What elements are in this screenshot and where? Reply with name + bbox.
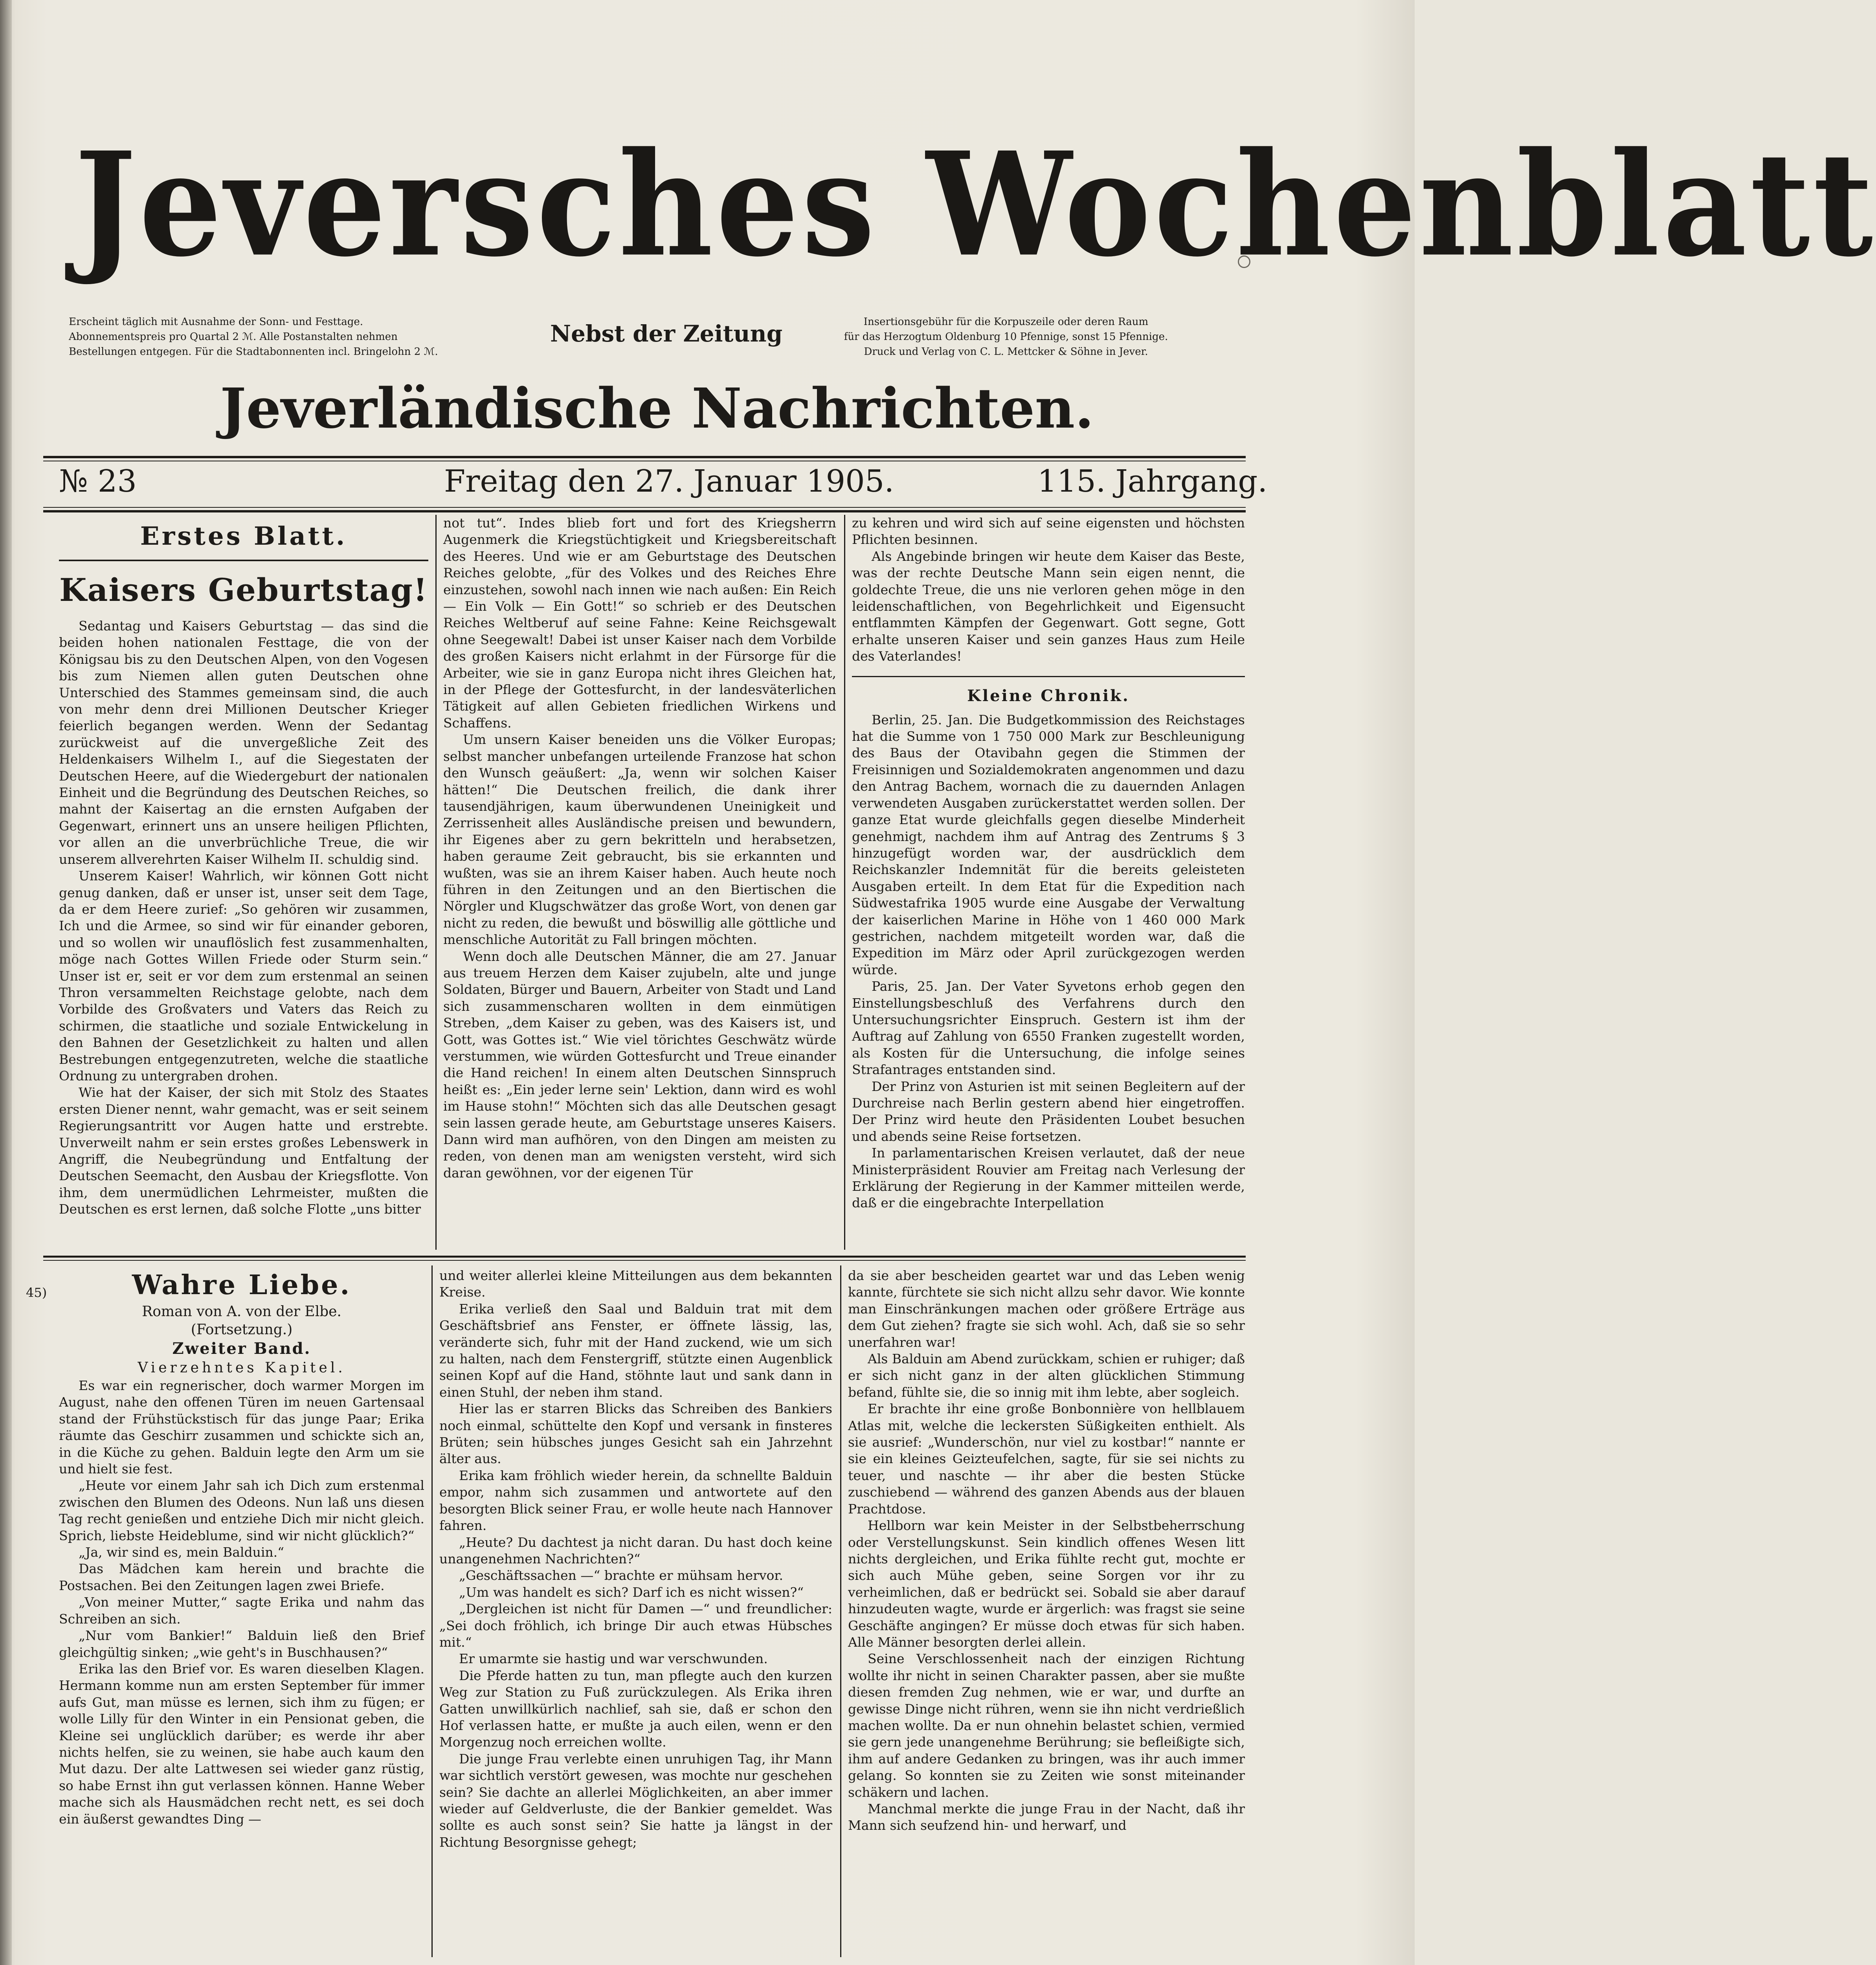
info-left-line: Erscheint täglich mit Ausnahme der Sonn- und Festtage.	[69, 316, 363, 328]
issue-number: № 23	[59, 464, 137, 499]
info-left-line: Abonnementspreis pro Quartal 2 ℳ. Alle Postanstalten nehmen	[69, 331, 398, 343]
novel-paragraph: Hier las er starren Blicks das Schreiben des Bankiers noch einmal, schüttelte den Kopf und versank in finsteres Brüten; sein hübsches junges Gesicht sah ein Jahrzehnt älter aus.	[439, 1401, 832, 1467]
column-divider	[844, 515, 845, 1250]
feuilleton-rule	[43, 1256, 1246, 1258]
feuilleton-column-1	[59, 1267, 424, 1959]
chronik-item: Paris, 25. Jan. Der Vater Syvetons erhob gegen den Einstellungsbeschluß des Verfahrens durch den Untersuchungsrichter Einspruch. Gestern ist ihm der Auftrag auf Zahlung von 6550 Franken zugestellt worden, als Kosten für die Untersuchung, die infolge seines Strafantrages entstanden sind.	[852, 979, 1245, 1078]
novel-paragraph: Manchmal merkte die junge Frau in der Nacht, daß ihr Mann sich seufzend hin- und herwarf, und	[848, 1801, 1245, 1833]
novel-paragraph: „Ja, wir sind es, mein Balduin.“	[79, 1544, 284, 1560]
novel-paragraph: und weiter allerlei kleine Mitteilungen aus dem bekannten Kreise.	[439, 1268, 832, 1300]
novel-paragraph: Die junge Frau verlebte einen unruhigen Tag, ihr Mann war sichtlich verstört gewesen, was mochte nur geschehen sein? Sie dachte an allerlei Möglichkeiten, an aber immer wieder auf Geldverluste, die der Bankier gemeldet. Was sollte es auch sonst sein? Sie hatte ja längst in der Richtung Besorgnisse gehegt;	[439, 1751, 832, 1850]
novel-volume: Zweiter Band.	[172, 1339, 311, 1358]
novel-paragraph: „Heute? Du dachtest ja nicht daran. Du hast doch keine unangenehmen Nachrichten?“	[439, 1534, 832, 1566]
article-paragraph: Wenn doch alle Deutschen Männer, die am 27. Januar aus treuem Herzen dem Kaiser zujubeln, alte und junge Soldaten, Bürger und Bauern, Arbeiter von Stadt und Land sich zusammenscharen wollten in dem einmütigen Streben, „dem Kaiser zu geben, was des Kaisers ist, und Gott, was Gottes ist.“ Wie viel törichtes Geschwätz würde verstummen, wie würden Gottesfurcht und Treue einander die Hand reichen! In einem alten Deutschen Sinnspruch heißt es: „Ein jeder lerne sein' Lektion, dann wird es wohl im Hause stohn!“ Möchten sich das alle Deutschen gesagt sein lassen gerade heute, am Geburtstage unseres Kaisers. Dann wird man aufhören, von den Dingen am meisten zu reden, von denen man am wenigsten versteht, wird sich daran gewöhnen, vor der eigenen Tür	[443, 948, 836, 1181]
article-paragraph: Um unsern Kaiser beneiden uns die Völker Europas; selbst mancher unbefangen urteilende Franzose hat schon den Wunsch geäußert: „Ja, wenn wir solchen Kaiser hätten!“ Die Deutschen freilich, die dank ihrer tausendjährigen, kaum überwundenen Uneinigkeit und Zerrissenheit alles Ausländische preisen und bewundern, ihr Eigenes aber zu gern bekritteln und herabsetzen, haben geraume Zeit gebraucht, bis sie erkannten und wußten, was sie an ihrem Kaiser haben. Auch heute noch führen in den Zeitungen und an den Biertischen die Nörgler und Klugschwätzer das große Wort, von denen gar nicht zu reden, die bewußt und böswillig alle göttliche und menschliche Autorität zu Fall bringen möchten.	[443, 732, 836, 948]
novel-title: Wahre Liebe.	[132, 1269, 352, 1301]
dateline-rule-bottom-thin	[43, 507, 1246, 508]
novel-paragraph: Er umarmte sie hastig und war verschwunden.	[459, 1651, 768, 1667]
serial-number: 45)	[26, 1285, 47, 1300]
section-rule	[852, 676, 1245, 677]
masthead-subtitle: Jeverländische Nachrichten.	[220, 376, 1094, 441]
novel-paragraph: „Von meiner Mutter,“ sagte Erika und nahm das Schreiben an sich.	[59, 1594, 424, 1627]
column-3	[852, 515, 1245, 1250]
masthead-info-left	[69, 314, 462, 359]
novel-paragraph: „Heute vor einem Jahr sah ich Dich zum erstenmal zwischen den Blumen des Odeons. Nun laß uns diesen Tag recht genießen und entziehe Dich mir nicht gleich. Sprich, liebste Heideblume, sind wir nicht glücklich?“	[59, 1478, 424, 1543]
article-paragraph: not tut“. Indes blieb fort und fort des Kriegsherrn Augenmerk die Kriegstüchtigkeit und Kriegsbereitschaft des Heeres. Und wie er am Geburtstage des Deutschen Reiches gelobte, „für des Volkes und des Reiches Ehre einzustehen, sowohl nach innen wie nach außen: Ein Reich — Ein Volk — Ein Gott!“ so schrieb er des Deutschen Reiches Weltberuf auf seine Fahne: Keine Reichsgewalt ohne Seegewalt! Dabei ist unser Kaiser nach dem Vorbilde des großen Kaisers nicht erlahmt in der Fürsorge für die Arbeiter, wie sie in ganz Europa nicht ihres Gleichen hat, in der Pflege der Gottesfurcht, in der landesväterlichen Tätigkeit auf allen Gebieten friedlichen Wirkens und Schaffens.	[443, 515, 836, 731]
issue-date: Freitag den 27. Januar 1905.	[444, 464, 894, 499]
masthead-title: Jeversches Wochenblatt	[75, 120, 1876, 288]
novel-continuation: (Fortsetzung.)	[191, 1322, 293, 1338]
novel-paragraph: Erika las den Brief vor. Es waren dieselben Klagen. Hermann komme nun am ersten September für immer aufs Gut, man müsse es lernen, sich ihm zu fügen; er wolle Lilly für den Winter in ein Pensionat geben, die Kleine sei unglücklich darüber; es werde ihr aber nichts helfen, sie zu weinen, sie habe auch kaum den Mut dazu. Der alte Lattwesen sei wieder ganz rüstig, so habe Ernst ihn gut verlassen können. Hanne Weber mache sich als Hausmädchen recht nett, es sei doch ein äußerst gewandtes Ding —	[59, 1661, 424, 1827]
novel-paragraph: Erika kam fröhlich wieder herein, da schnellte Balduin empor, nahm sich zusammen und antwortete auf den besorgten Blick seiner Frau, er wolle heute nach Hannover fahren.	[439, 1467, 832, 1533]
info-right-line: für das Herzogtum Oldenburg 10 Pfennige, sonst 15 Pfennige.	[844, 331, 1168, 343]
book-binding-edge	[0, 0, 12, 1965]
novel-chapter: Vierzehntes Kapitel.	[138, 1360, 346, 1376]
chronik-item: In parlamentarischen Kreisen verlautet, daß der neue Ministerpräsident Rouvier am Freitag nach Verlesung der Erklärung der Regierung in der Kammer mitteilen werde, daß er die eingebrachte Interpellation	[852, 1145, 1245, 1211]
novel-paragraph: „Um was handelt es sich? Darf ich es nicht wissen?“	[459, 1584, 804, 1600]
novel-paragraph: „Nur vom Bankier!“ Balduin ließ den Brief gleichgültig sinken; „wie geht's in Buschhausen?“	[59, 1628, 424, 1660]
feuilleton-rule-thin	[43, 1260, 1246, 1261]
masthead-info-middle: Nebst der Zeitung	[550, 320, 783, 347]
info-right-line: Insertionsgebühr für die Korpuszeile oder deren Raum	[863, 316, 1149, 328]
column-divider	[431, 1265, 433, 1957]
article-paragraph: zu kehren und wird sich auf seine eigensten und höchsten Pflichten besinnen.	[852, 515, 1245, 547]
column-divider	[840, 1265, 841, 1957]
novel-paragraph: Erika verließ den Saal und Balduin trat mit dem Geschäftsbrief ans Fenster, er öffnete lässig, las, veränderte sich, fuhr mit der Hand zuckend, wie um sich zu halten, nach dem Fenstergriff, stützte einen Augenblick seinen Kopf auf die Hand, stöhnte laut und sank dann in einen Stuhl, der neben ihm stand.	[439, 1301, 832, 1400]
info-left-line: Bestellungen entgegen. Für die Stadtabonnenten incl. Bringelohn 2 ℳ.	[69, 346, 438, 358]
column-1	[59, 515, 428, 1250]
dateline-rule-top	[43, 456, 1246, 458]
novel-paragraph: „Dergleichen ist nicht für Damen —“ und freundlicher: „Sei doch fröhlich, ich bringe Dir auch etwas Hübsches mit.“	[439, 1601, 832, 1650]
chronik-heading: Kleine Chronik.	[967, 686, 1130, 705]
novel-paragraph: Als Balduin am Abend zurückkam, schien er ruhiger; daß er sich nicht ganz in der alten glücklichen Stimmung befand, fühlte sie, die so innig mit ihm lebte, aber sogleich.	[848, 1351, 1245, 1400]
novel-paragraph: Er brachte ihr eine große Bonbonnière von hellblauem Atlas mit, welche die leckersten Süßigkeiten enthielt. Als sie ausrief: „Wunderschön, nur viel zu kostbar!“ nannte er sie ein kleines Geizteufelchen, sagte, für sie sei nichts zu teuer, und naschte — ihr aber die besten Stücke zuschiebend — während des ganzen Abends aus der blauen Prachtdose.	[848, 1401, 1245, 1517]
chronik-item: Der Prinz von Asturien ist mit seinen Begleitern auf der Durchreise nach Berlin gestern abend hier eingetroffen. Der Prinz wird heute den Präsidenten Loubet besuchen und abends seine Reise fortsetzen.	[852, 1078, 1245, 1144]
novel-paragraph: da sie aber bescheiden geartet war und das Leben wenig kannte, fürchtete sie sich nicht allzu sehr davor. Wie konnte man Einschränkungen machen oder größere Erträge aus dem Gut ziehen? fragte sie sich wohl. Ach, daß sie so sehr unerfahren war!	[848, 1268, 1245, 1350]
novel-paragraph: Seine Verschlossenheit nach der einzigen Richtung wollte ihr nicht in seinen Charakter passen, aber sie mußte diesen fremden Zug nehmen, wie er war, und durfte an gewisse Dinge nicht rühren, wenn sie ihn nicht verdrießlich machen wollte. Da er nun ohnehin belastet schien, vermied sie gern jede unangenehme Berührung; sie befleißigte sich, ihm auf andere Gedanken zu bringen, was ihr auch immer gelang. So konnten sie zu Zeiten wie sonst miteinander schäkern und lachen.	[848, 1651, 1245, 1800]
feuilleton-column-3	[848, 1267, 1245, 1959]
dateline-rule-bottom	[43, 510, 1246, 512]
column-2	[443, 515, 836, 1250]
column-divider	[435, 515, 437, 1250]
novel-paragraph: Hellborn war kein Meister in der Selbstbeherrschung oder Verstellungskunst. Sein kindlich offenes Wesen litt nichts dergleichen, und Erika fühlte recht gut, mochte er sich auch Mühe geben, seine Sorgen vor ihr zu verheimlichen, daß er bedrückt sei. Sobald sie aber darauf hinzudeuten wagte, wurde er ärgerlich: was fragst sie seine Geschäfte angingen? Er müsse doch etwas für sich haben. Alle Männer besorgten derlei allein.	[848, 1518, 1245, 1650]
article-paragraph: Sedantag und Kaisers Geburtstag — das sind die beiden hohen nationalen Festtage, die von der Königsau bis zu den Deutschen Alpen, von den Vogesen bis zum Niemen allen guten Deutschen ohne Unterschied des Stammes gemeinsam sind, die auch von mehr denn drei Millionen Deutscher Krieger feierlich begangen werden. Wenn der Sedantag zurückweist auf die unvergeßliche Zeit des Heldenkaisers Wilhelm I., auf die Siegestaten der Deutschen Heere, auf die Wiedergeburt der nationalen Einheit und die Begründung des Deutschen Reiches, so mahnt der Kaisertag an die ernsten Aufgaben der Gegenwart, erinnert uns an unsere heiligen Pflichten, vor allen an die unverbrüchliche Treue, die wir unserem allverehrten Kaiser Wilhelm II. schuldig sind.	[59, 618, 428, 867]
article-paragraph: Wie hat der Kaiser, der sich mit Stolz des Staates ersten Diener nennt, wahr gemacht, was er seit seinem Regierungsantritt vor Augen hatte und erstrebte. Unverweilt nahm er sein erstes großes Lebenswerk in Angriff, die Neubegründung und Entfaltung der Deutschen Seemacht, den Ausbau der Kriegsflotte. Von ihm, dem unermüdlichen Lehrmeister, mußten die Deutschen es erst lernen, daß solche Flotte „uns bitter	[59, 1085, 428, 1217]
section-title: Erstes Blatt.	[140, 522, 347, 551]
novel-paragraph: „Geschäftssachen —“ brachte er mühsam hervor.	[459, 1568, 783, 1583]
info-right-line: Druck und Verlag von C. L. Mettcker & Söhne in Jever.	[864, 346, 1148, 358]
article-headline: Kaisers Geburtstag!	[59, 571, 428, 608]
novel-paragraph: Das Mädchen kam herein und brachte die Postsachen. Bei den Zeitungen lagen zwei Briefe.	[59, 1561, 424, 1593]
novel-paragraph: Es war ein regnerischer, doch warmer Morgen im August, nahe den offenen Türen im neuen Gartensaal stand der Frühstückstisch für das junge Paar; Erika räumte das Geschirr zusammen und schickte sich an, in die Küche zu gehen. Balduin legte den Arm um sie und hielt sie fest.	[59, 1378, 424, 1477]
section-rule	[59, 560, 428, 561]
novel-author: Roman von A. von der Elbe.	[142, 1304, 341, 1320]
feuilleton-column-2	[439, 1267, 832, 1959]
article-paragraph: Unserem Kaiser! Wahrlich, wir können Gott nicht genug danken, daß er unser ist, unser seit dem Tage, da er dem Heere zurief: „So gehören wir zusammen, Ich und die Armee, so sind wir für einander geboren, und so wollen wir unauflöslich fest zusammenhalten, möge nach Gottes Willen Friede oder Sturm sein.“ Unser ist er, seit er vor dem zum erstenmal an seinen Thron versammelten Reichstage gelobte, nach dem Vorbilde des Großvaters und Vaters das Reich zu schirmen, die staatliche und soziale Entwickelung in den Bahnen der Gesetzlichkeit zu halten und allen Bestrebungen entgegenzutreten, welche die staatliche Ordnung zu untergraben drohen.	[59, 868, 428, 1084]
chronik-item: Berlin, 25. Jan. Die Budgetkommission des Reichstages hat die Summe von 1 750 000 Mark zur Beschleunigung des Baus der Otavibahn gegen die Stimmen der Freisinnigen und Sozialdemokraten angenommen und dazu den Antrag Bachem, wornach die zu dauernden Anlagen verwendeten Ausgaben zurückerstattet werden sollen. Der ganze Etat wurde gleichfalls gegen dieselbe Minderheit genehmigt, nachdem ihm auf Antrag des Zentrums § 3 hinzugefügt worden war, der ausdrücklich dem Reichskanzler Indemnität für die bereits geleisteten Ausgaben erteilt. In dem Etat für die Expedition nach Südwestafrika 1905 wurde eine Ausgabe der Verwaltung der kaiserlichen Marine in Höhe von 1 460 000 Mark gestrichen, nachdem mitgeteilt worden war, daß die Expedition im März oder April zurückgezogen werden würde.	[852, 712, 1245, 977]
article-paragraph: Als Angebinde bringen wir heute dem Kaiser das Beste, was der rechte Deutsche Mann sein eigen nennt, die goldechte Treue, die uns nie verloren gehen möge in den leidenschaftlichen, von Begehrlichkeit und Eigensucht entflammten Kämpfen der Gegenwart. Gott segne, Gott erhalte unseren Kaiser und sein ganzes Haus zum Heile des Vaterlandes!	[852, 548, 1245, 664]
issue-volume: 115. Jahrgang.	[1037, 464, 1268, 499]
novel-paragraph: Die Pferde hatten zu tun, man pflegte auch den kurzen Weg zur Station zu Fuß zurückzulegen. Als Erika ihren Gatten unwillkürlich nachlief, sah sie, daß er schon den Hof verlassen hatte, er mußte ja auch eilen, wenn er den Morgenzug noch erreichen wollte.	[439, 1667, 832, 1750]
masthead-info-right	[810, 314, 1202, 359]
